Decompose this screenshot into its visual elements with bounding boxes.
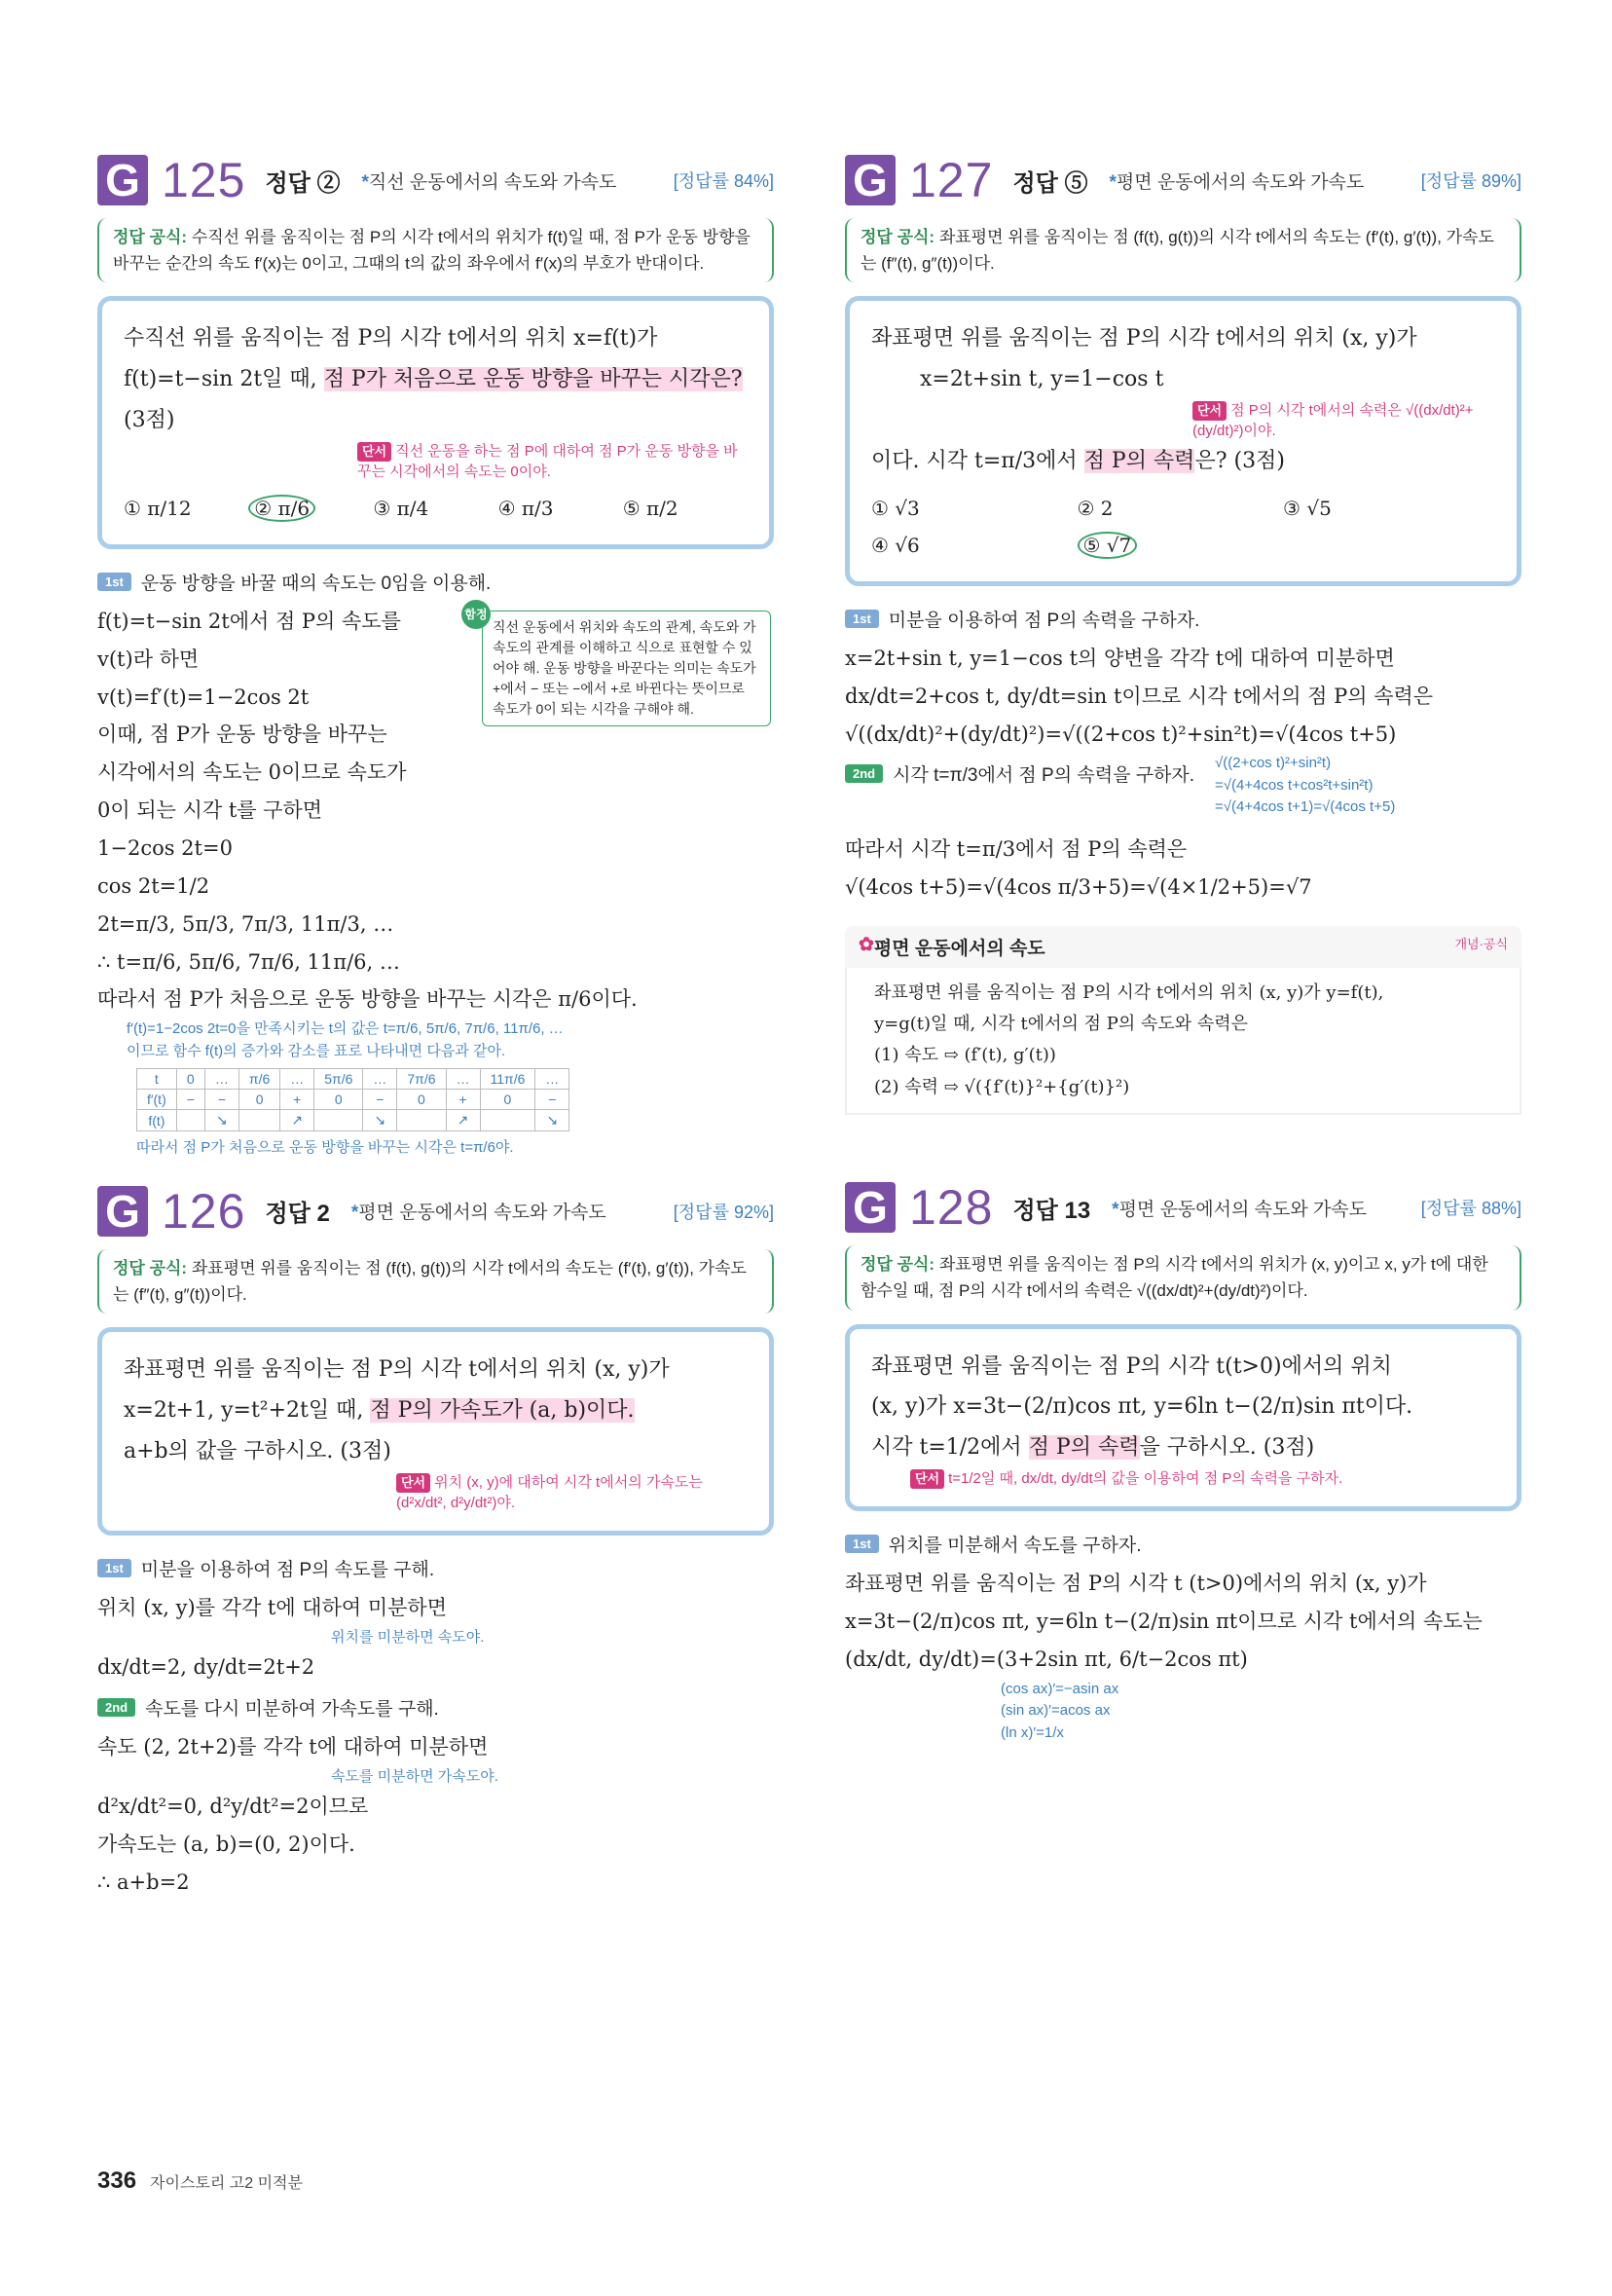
formula-text: 수직선 위를 움직이는 점 P의 시각 t에서의 위치가 f(t)일 때, 점 P가 운동 방향을 바꾸는 순간의 속도 f′(x)는 0이고, 그때의 t의 값의 좌우에서 f′(x)의 부호가 반대이다. — [113, 228, 751, 274]
question-line-3 — [871, 1427, 1495, 1468]
topic — [1112, 1195, 1367, 1221]
step-2 — [845, 760, 1215, 787]
table-cell: 11π/6 — [480, 1069, 535, 1090]
choice-4[interactable]: ④ π/3 — [497, 496, 554, 520]
star-icon: * — [350, 1203, 359, 1224]
question-points: (3점) — [124, 407, 175, 432]
solution-line: x=3t−(2/π)cos πt, y=6ln t−(2/π)sin πt이므로 시각 t에서의 속도는 — [845, 1610, 1483, 1634]
g-badge: G — [97, 155, 148, 205]
choice-2[interactable]: ② 2 — [1077, 496, 1114, 520]
problem-header — [97, 1177, 774, 1245]
formula-text: 좌표평면 위를 움직이는 점 (f(t), g(t))의 시각 t에서의 속도는 (f′(t), g′(t)), 가속도는 (f″(t), g″(t))이다. — [861, 228, 1494, 274]
question-line-2 — [124, 359, 748, 441]
topic — [361, 167, 616, 194]
answer-formula — [97, 218, 774, 282]
topic-text: 평면 운동에서의 속도와 가속도 — [358, 1203, 606, 1224]
hint-tag: 단서 — [396, 1473, 430, 1493]
correct-rate: [정답률 89%] — [1420, 171, 1521, 191]
hint-text: t=1/2일 때, dx/dt, dy/dt의 값을 이용하여 점 P의 속력을 구하자. — [948, 1470, 1343, 1487]
topic-text: 평면 운동에서의 속도와 가속도 — [1116, 171, 1365, 193]
concept-line: (1) 속도 ⇨ (f′(t), g′(t)) — [874, 1045, 1056, 1066]
note-line: f′(t)=1−2cos 2t=0을 만족시키는 t의 값은 t=π/6, 5π/6, 7π/6, 11π/6, … — [127, 1020, 564, 1038]
solution-line: x=2t+sin t, y=1−cos t의 양변을 각각 t에 대하여 미분하면 — [845, 646, 1395, 670]
step-tag: 2nd — [845, 764, 883, 783]
table-cell: 0 — [238, 1090, 279, 1110]
table-cell: f′(t) — [137, 1090, 177, 1110]
solution-line: dx/dt=2+cos t, dy/dt=sin t이므로 시각 t에서의 점 P의 속력은 — [845, 684, 1434, 708]
question-box — [845, 296, 1521, 586]
question-text: f(t)=t−sin 2t일 때, — [124, 367, 317, 392]
question-line-1: 좌표평면 위를 움직이는 점 P의 시각 t에서의 위치 (x, y)가 — [871, 326, 1417, 352]
answer-label: 정답 ⑤ — [1012, 169, 1088, 197]
flower-icon: ✿ — [859, 934, 874, 955]
step-text: 속도를 다시 미분하여 가속도를 구해. — [145, 1698, 439, 1720]
solution-line: v(t)=f′(t)=1−2cos 2t — [97, 685, 310, 709]
sign-table — [136, 1068, 569, 1131]
note-line: 따라서 점 P가 처음으로 운동 방향을 바꾸는 시각은 t=π/6야. — [136, 1139, 514, 1157]
question-highlight: 점 P의 속력 — [1028, 1435, 1140, 1461]
question-line-3 — [871, 441, 1495, 482]
hint-text: 직선 운동을 하는 점 P에 대하여 점 P가 운동 방향을 바꾸는 시각에서의 속도는 0이야. — [357, 442, 738, 480]
question-line-1: 수직선 위를 움직이는 점 P의 시각 t에서의 위치 x=f(t)가 — [124, 326, 658, 352]
correct-rate: [정답률 84%] — [673, 171, 774, 191]
answer-formula — [845, 1245, 1521, 1310]
formula-text: 좌표평면 위를 움직이는 점 P의 시각 t에서의 위치가 (x, y)이고 x, y가 t에 대한 함수일 때, 점 P의 시각 t에서의 속력은 √((dx/dt)²+(dy/dt)²)이다. — [861, 1255, 1488, 1301]
choice-5[interactable]: ⑤ π/2 — [622, 496, 678, 520]
question-line-1: 좌표평면 위를 움직이는 점 P의 시각 t에서의 위치 (x, y)가 — [124, 1357, 670, 1383]
choices — [124, 490, 748, 527]
table-cell: 0 — [176, 1069, 204, 1090]
solution-line: 좌표평면 위를 움직이는 점 P의 시각 t (t>0)에서의 위치 (x, y)가 — [845, 1572, 1427, 1596]
star-icon: * — [361, 171, 369, 193]
answer-formula — [845, 218, 1521, 282]
step-2 — [97, 1694, 774, 1721]
hint-tag: 단서 — [910, 1469, 944, 1489]
table-cell: … — [204, 1069, 238, 1090]
concept-box — [845, 926, 1521, 1116]
table-cell: 0 — [314, 1090, 363, 1110]
choice-5-marked: ⑤ √7 — [1078, 532, 1138, 559]
choice-3[interactable]: ③ π/4 — [373, 496, 429, 520]
note-line: 이므로 함수 f(t)의 증가와 감소를 표로 나타내면 다음과 같아. — [127, 1042, 506, 1059]
topic-text: 평면 운동에서의 속도와 가속도 — [1118, 1199, 1368, 1220]
table-cell: ↗ — [446, 1110, 480, 1131]
step-text: 미분을 이용하여 점 P의 속력을 구하자. — [888, 610, 1200, 631]
blue-notes — [1215, 753, 1395, 819]
solution-line: 2t=π/3, 5π/3, 7π/3, 11π/3, … — [97, 911, 394, 936]
hint — [1192, 400, 1495, 441]
callout-text: 직선 운동에서 위치와 속도의 관계, 속도와 가속도의 관계를 이해하고 식으로 표현할 수 있어야 해. 운동 방향을 바꾼다는 의미는 속도가 +에서 − 또는 −에서 +로 바뀐다는 뜻이므로 속도가 0이 되는 시각을 구해야 해. — [493, 618, 756, 717]
step-tag: 1st — [845, 610, 879, 628]
note-line: (ln x)′=1/x — [1001, 1723, 1064, 1741]
table-cell: ↗ — [280, 1110, 314, 1131]
choice-2-marked: ② π/6 — [248, 495, 315, 522]
table-cell: … — [535, 1069, 569, 1090]
step-text: 시각 t=π/3에서 점 P의 속력을 구하자. — [893, 765, 1195, 787]
solution-line: 따라서 점 P가 처음으로 운동 방향을 바꾸는 시각은 π/6이다. — [97, 987, 638, 1012]
formula-label: 정답 공식: — [861, 1255, 935, 1275]
question-text: 이다. 시각 t=π/3에서 — [871, 449, 1078, 474]
note-line: =√(4+4cos t+1)=√(4cos t+5) — [1215, 798, 1396, 816]
correct-rate: [정답률 88%] — [1420, 1199, 1521, 1219]
step-text: 위치를 미분해서 속도를 구하자. — [888, 1536, 1142, 1557]
solution-line: ∴ t=π/6, 5π/6, 7π/6, 11π/6, … — [97, 949, 400, 974]
hint-text: 위치 (x, y)에 대하여 시각 t에서의 가속도는 (d²x/dt², d²y/dt²)야. — [396, 1473, 703, 1511]
topic — [351, 1198, 606, 1224]
solution-line: ∴ a+b=2 — [97, 1870, 190, 1894]
step-1 — [845, 1531, 1521, 1557]
question-line-2: x=2t+sin t, y=1−cos t — [920, 367, 1164, 392]
choice-3[interactable]: ③ √5 — [1283, 496, 1332, 520]
answer-label: 정답 ② — [265, 169, 341, 197]
table-cell: f(t) — [137, 1110, 177, 1131]
question-box — [97, 1327, 774, 1536]
hint — [396, 1472, 748, 1513]
table-cell — [397, 1110, 446, 1131]
concept-line: y=g(t)일 때, 시각 t에서의 점 P의 속도와 속력은 — [874, 1014, 1248, 1035]
note-line: 위치를 미분하면 속도야. — [331, 1628, 485, 1646]
answer-label: 정답 2 — [265, 1201, 330, 1228]
problem-number: 126 — [162, 1183, 246, 1239]
note-line: (sin ax)′=acos ax — [1001, 1702, 1111, 1720]
problem-127 — [845, 146, 1521, 1115]
table-cell: t — [137, 1069, 177, 1090]
table-cell: 0 — [397, 1090, 446, 1110]
star-icon: * — [1109, 171, 1117, 193]
solution-line: 0이 되는 시각 t를 구하면 — [97, 798, 323, 823]
g-badge: G — [845, 1182, 896, 1233]
step-1 — [97, 1555, 774, 1581]
step-2-row — [845, 753, 1521, 819]
table-cell — [314, 1110, 363, 1131]
g-badge: G — [845, 155, 896, 205]
choices — [871, 490, 1495, 564]
table-cell — [480, 1110, 535, 1131]
step-tag: 1st — [97, 1559, 131, 1577]
question-line-2: (x, y)가 x=3t−(2/π)cos πt, y=6ln t−(2/π)sin πt이다. — [871, 1394, 1413, 1420]
question-line-3: a+b의 값을 구하시오. (3점) — [124, 1438, 391, 1463]
concept-line: (2) 속력 ⇨ √({f′(t)}²+{g′(t)}²) — [874, 1076, 1130, 1097]
solution-line: cos 2t=1/2 — [97, 873, 210, 898]
table-cell: + — [280, 1090, 314, 1110]
question-points: 을 구하시오. (3점) — [1139, 1435, 1315, 1461]
answer-label: 정답 13 — [1012, 1197, 1091, 1224]
question-box — [845, 1324, 1521, 1512]
choice-2[interactable] — [248, 490, 373, 527]
note-line: √((2+cos t)²+sin²t) — [1215, 755, 1332, 772]
formula-label: 정답 공식: — [113, 1258, 188, 1278]
formula-text: 좌표평면 위를 움직이는 점 (f(t), g(t))의 시각 t에서의 속도는 (f′(t), g′(t)), 가속도는 (f″(t), g″(t))이다. — [113, 1258, 747, 1304]
page-footer — [97, 2167, 303, 2195]
solution-line: 위치 (x, y)를 각각 t에 대하여 미분하면 — [97, 1595, 447, 1619]
table-cell: 5π/6 — [314, 1069, 363, 1090]
problem-number: 127 — [909, 153, 994, 207]
table-cell: − — [204, 1090, 238, 1110]
choice-5[interactable] — [1078, 527, 1284, 564]
question-line-2 — [124, 1390, 748, 1431]
table-cell — [238, 1110, 279, 1131]
solution-line: √((dx/dt)²+(dy/dt)²)=√((2+cos t)²+sin²t)=√(4cos t+5) — [845, 722, 1397, 746]
table-cell: 7π/6 — [397, 1069, 446, 1090]
note-line: (cos ax)′=−asin ax — [1001, 1680, 1119, 1697]
problem-header — [845, 146, 1521, 214]
problem-header — [97, 146, 774, 214]
hint-tag: 단서 — [1192, 401, 1227, 421]
solution-line: dx/dt=2, dy/dt=2t+2 — [97, 1655, 315, 1680]
table-cell: − — [176, 1090, 204, 1110]
problem-number: 125 — [162, 153, 246, 207]
solution-line: f(t)=t−sin 2t에서 점 P의 속도를 — [97, 609, 401, 633]
solution-line: 시각에서의 속도는 0이므로 속도가 — [97, 760, 407, 785]
table-cell: ↘ — [535, 1110, 569, 1131]
callout-tag: 함정 — [461, 600, 491, 629]
question-highlight: 점 P의 속력 — [1083, 449, 1195, 474]
solution-line: 따라서 시각 t=π/3에서 점 P의 속력은 — [845, 836, 1188, 861]
trap-callout — [464, 607, 771, 726]
formula-label: 정답 공식: — [113, 228, 188, 246]
hint-tag: 단서 — [357, 442, 391, 462]
table-row — [137, 1069, 569, 1090]
table-cell: … — [446, 1069, 480, 1090]
table-row — [137, 1110, 569, 1131]
choice-1[interactable]: ① √3 — [871, 496, 920, 520]
question-line-1: 좌표평면 위를 움직이는 점 P의 시각 t(t>0)에서의 위치 — [871, 1353, 1392, 1379]
problem-128 — [845, 1173, 1521, 1744]
concept-title: 평면 운동에서의 속도 — [873, 938, 1045, 959]
concept-label: 개념·공식 — [1454, 936, 1508, 951]
step-tag: 2nd — [97, 1698, 135, 1717]
step-tag: 1st — [845, 1535, 879, 1553]
book-title: 자이스토리 고2 미적분 — [150, 2175, 303, 2192]
question-box — [97, 296, 774, 549]
problem-126 — [97, 1177, 774, 1902]
table-row — [137, 1090, 569, 1110]
note-line: 속도를 미분하면 가속도야. — [331, 1767, 498, 1785]
left-column — [97, 146, 774, 1902]
table-cell: − — [535, 1090, 569, 1110]
table-cell — [176, 1110, 204, 1131]
hint — [910, 1468, 1495, 1489]
step-1 — [97, 569, 774, 595]
note-line: =√(4+4cos t+cos²t+sin²t) — [1215, 776, 1374, 794]
table-cell: 0 — [480, 1090, 535, 1110]
solution-line: 가속도는 (a, b)=(0, 2)이다. — [97, 1833, 355, 1857]
star-icon: * — [1112, 1199, 1119, 1220]
solution-line: 속도 (2, 2t+2)를 각각 t에 대하여 미분하면 — [97, 1734, 489, 1759]
answer-formula — [97, 1249, 774, 1314]
formula-label: 정답 공식: — [861, 228, 935, 246]
correct-rate: [정답률 92%] — [673, 1202, 774, 1222]
solution — [97, 603, 774, 1018]
question-text: x=2t+1, y=t²+2t일 때, — [124, 1397, 364, 1423]
table-cell: π/6 — [238, 1069, 279, 1090]
solution-line: 이때, 점 P가 운동 방향을 바꾸는 — [97, 722, 387, 747]
step-text: 미분을 이용하여 점 P의 속도를 구해. — [140, 1559, 435, 1580]
question-highlight: 점 P의 가속도가 (a, b)이다. — [370, 1397, 635, 1423]
problem-number: 128 — [909, 1180, 994, 1236]
problem-header — [845, 1173, 1521, 1241]
g-badge: G — [97, 1186, 148, 1237]
table-cell: … — [280, 1069, 314, 1090]
table-cell: + — [446, 1090, 480, 1110]
solution-line: √(4cos t+5)=√(4cos π/3+5)=√(4×1/2+5)=√7 — [845, 874, 1312, 899]
step-text: 운동 방향을 바꿀 때의 속도는 0임을 이용해. — [140, 573, 492, 594]
question-text: 시각 t=1/2에서 — [871, 1435, 1022, 1461]
concept-body — [845, 968, 1521, 1116]
question-points: 은? (3점) — [1194, 449, 1285, 474]
table-cell: ↘ — [204, 1110, 238, 1131]
table-cell: ↘ — [363, 1110, 397, 1131]
hint — [357, 441, 748, 482]
choice-1[interactable]: ① π/12 — [124, 496, 192, 520]
topic-text: 직선 운동에서의 속도와 가속도 — [368, 171, 617, 193]
step-1 — [845, 606, 1521, 632]
table-cell: … — [363, 1069, 397, 1090]
solution-line: v(t)라 하면 — [97, 647, 200, 671]
concept-title-bar — [845, 926, 1521, 968]
right-column — [845, 146, 1521, 1744]
table-cell: − — [363, 1090, 397, 1110]
solution-line: d²x/dt²=0, d²y/dt²=2이므로 — [97, 1795, 369, 1819]
topic — [1109, 167, 1364, 194]
concept-line: 좌표평면 위를 움직이는 점 P의 시각 t에서의 위치 (x, y)가 y=f(t), — [874, 981, 1384, 1003]
hint-text: 점 P의 시각 t에서의 속력은 √((dx/dt)²+(dy/dt)²)이야. — [1192, 401, 1474, 440]
page-number: 336 — [97, 2167, 137, 2194]
choice-4[interactable]: ④ √6 — [871, 533, 920, 557]
solution-line: (dx/dt, dy/dt)=(3+2sin πt, 6/t−2cos πt) — [845, 1647, 1248, 1671]
solution-line: 1−2cos 2t=0 — [97, 836, 233, 861]
question-highlight: 점 P가 처음으로 운동 방향을 바꾸는 시각은? — [323, 367, 743, 392]
step-tag: 1st — [97, 573, 131, 591]
problem-125 — [97, 146, 774, 1160]
